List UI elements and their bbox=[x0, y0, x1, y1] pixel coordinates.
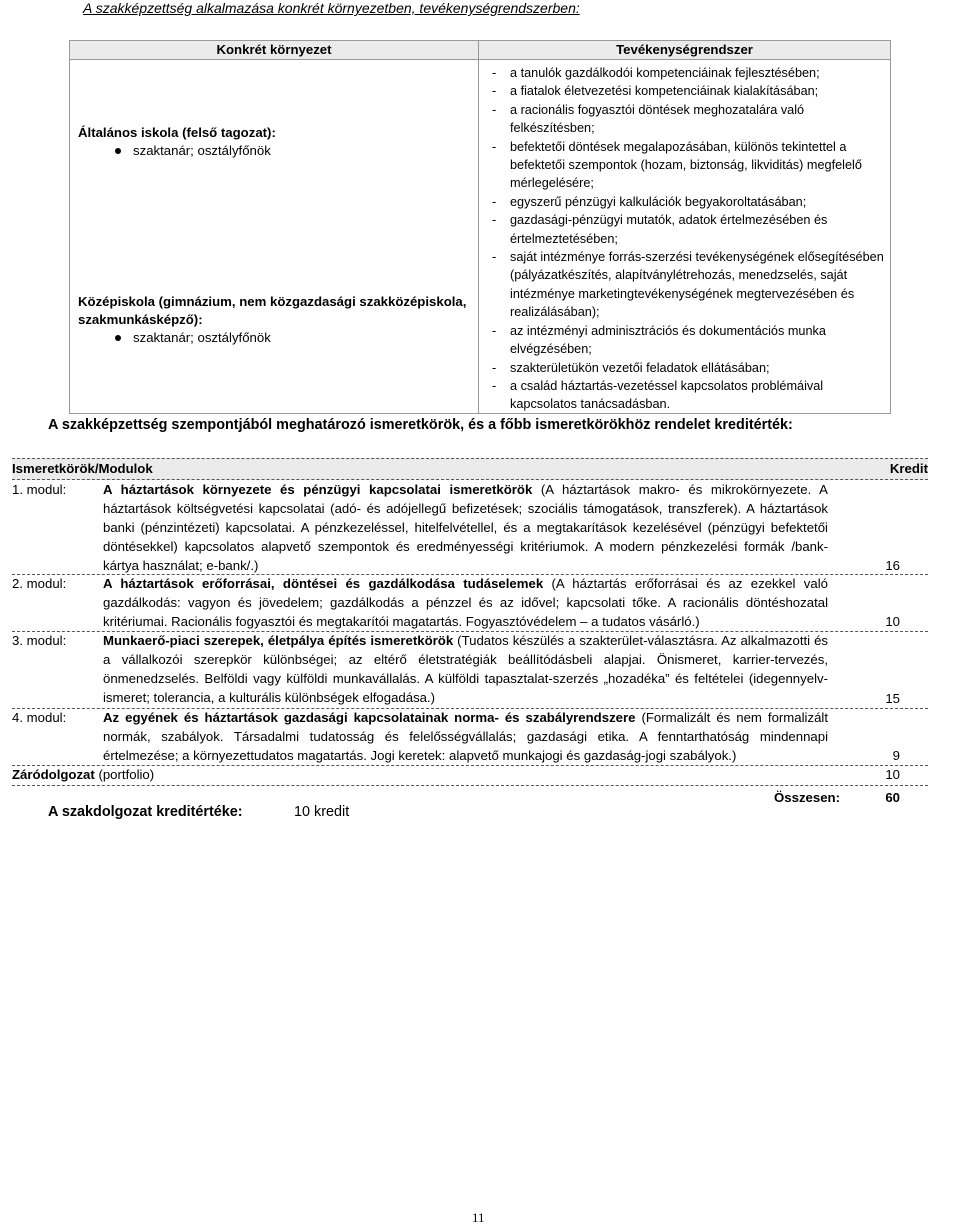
activity-item: - saját intézménye forrás-szerzési tevékenységének elősegítésében (pályázatkészítés, alapítványlétrehozás, menedzselés, saját intézménye marketingtevékenységének megtervezésében és realizálásában); bbox=[482, 248, 888, 322]
environment-role: szaktanár; osztályfőnök bbox=[78, 329, 466, 347]
activity-item: - a család háztartás-vezetéssel kapcsolatos problémáival kapcsolatos tanácsadásban. bbox=[482, 377, 888, 414]
activity-item: - az intézményi adminisztrációs és dokumentációs munka elvégzésében; bbox=[482, 322, 888, 359]
activity-item: - egyszerű pénzügyi kalkulációk begyakoroltatásában; bbox=[482, 193, 888, 211]
environment-secondary-school bbox=[78, 293, 466, 347]
bullet-icon bbox=[115, 335, 121, 341]
credit-column-header: Kredit bbox=[889, 461, 928, 476]
activity-item: - a fiatalok életvezetési kompetenciáinak kialakításában; bbox=[482, 82, 888, 100]
module-row bbox=[12, 480, 928, 574]
module-description: A háztartások környezete és pénzügyi kapcsolatai ismeretkörök (A háztartások makro- és mikrokörnyezete. A háztartások költségvetési kapcsolatai (adó- és adójellegű befizetések; szociális támogatások, transzferek). A háztartások banki (pénzintézeti) kapcsolatai. A pénzkezeléssel, hitelfelvétellel, és a megtakarítások kezelésével (pénzügyi befektetői döntésekkel) kapcsolatos alapvető szempontok és eredményességi kritériumok. A modern pénzkezelési formák /bank-kártya használat; e-bank/.) bbox=[103, 482, 828, 573]
module-number: 1. modul: bbox=[12, 482, 67, 497]
module-credit: 9 bbox=[892, 748, 900, 763]
environment-primary-school bbox=[78, 124, 276, 160]
context-table bbox=[69, 40, 891, 414]
environment-title-cont: szakmunkásképző): bbox=[78, 312, 203, 327]
activity-list bbox=[482, 64, 888, 414]
section-title: A szakképzettség szempontjából meghatározó ismeretkörök, és a főbb ismeretkörökhöz rendelet kreditérték: bbox=[48, 417, 793, 433]
module-row bbox=[12, 631, 928, 708]
modules-column-header: Ismeretkörök/Modulok bbox=[12, 461, 153, 476]
module-row bbox=[12, 708, 928, 765]
modules-table-header bbox=[12, 458, 928, 480]
environment-role: szaktanár; osztályfőnök bbox=[78, 142, 276, 160]
module-number: 3. modul: bbox=[12, 633, 67, 648]
activity-item: - befektetői döntések megalapozásában, különös tekintettel a befektetői szempontok (hozam, biztonság, likviditás) megfelelő mérlegelésére; bbox=[482, 138, 888, 193]
column-divider bbox=[478, 41, 479, 413]
final-thesis-label: Záródolgozat (portfolio) bbox=[12, 767, 155, 782]
module-description: Az egyének és háztartások gazdasági kapcsolatainak norma- és szabályrendszere (Formalizált és nem formalizált normák, szabályok. Társadalmi tudatosság és felelősségvállalás; gazdasági etika. A fenntarthatóság mindennapi értelmezése; a környezettudatos magatartás. Jogi keretek: alapvető munkajogi és gazdaság-jogi szabályok.) bbox=[103, 710, 828, 763]
final-thesis-credit: 10 bbox=[885, 767, 900, 782]
module-description: A háztartások erőforrásai, döntései és gazdálkodása tudáselemek (A háztartás erőforrásai és az ezekkel való gazdálkodás: vagyon és jövedelem; gazdálkodás a pénzzel és az idővel; kapcsolati tőke. A racionális döntéshozatal kritériumai. Racionális fogyasztói és megtakarítói magatartás. Fogyasztóvédelem – a tudatos vásárló.) bbox=[103, 576, 828, 629]
activity-item: - szakterületükön vezetői feladatok ellátásában; bbox=[482, 359, 888, 377]
environment-title: Középiskola (gimnázium, nem közgazdasági szakközépiskola, bbox=[78, 294, 467, 309]
module-description: Munkaerő-piaci szerepek, életpálya építés ismeretkörök (Tudatos készülés a szakterület-választásra. Az alkalmazotti és a vállalkozói szerepkör különbségei; az eltérő életstratégiák beállítódásbeli alapjai. Önismeret, karrier-tervezés, önmenedzselés. Belföldi vagy külföldi munkavállalás. A külföldi tapasztalat-szerzés „hozadéka” és feltételei (idegennyelv-ismeret; tolerancia, a kulturális különbségek elfogadása.) bbox=[103, 633, 829, 705]
environment-title: Általános iskola (felső tagozat): bbox=[78, 125, 276, 140]
total-value: 60 bbox=[885, 790, 900, 805]
modules-table bbox=[12, 458, 928, 807]
activity-column-header: Tevékenységrendszer bbox=[479, 41, 890, 60]
module-credit: 10 bbox=[885, 614, 900, 629]
final-thesis-row bbox=[12, 765, 928, 785]
activity-item: - a racionális fogyasztói döntések meghozatalára való felkészítésben; bbox=[482, 101, 888, 138]
bullet-icon bbox=[115, 148, 121, 154]
module-number: 4. modul: bbox=[12, 710, 67, 725]
page-number: 11 bbox=[472, 1210, 485, 1225]
activity-item: - a tanulók gazdálkodói kompetenciáinak fejlesztésében; bbox=[482, 64, 888, 82]
context-column-header: Konkrét környezet bbox=[70, 41, 479, 60]
module-number: 2. modul: bbox=[12, 576, 67, 591]
total-label: Összesen: bbox=[774, 790, 840, 805]
module-credit: 16 bbox=[885, 558, 900, 573]
thesis-credit-label: A szakdolgozat kreditértéke: bbox=[48, 804, 243, 820]
module-row bbox=[12, 574, 928, 631]
activity-item: - gazdasági-pénzügyi mutatók, adatok értelmezésében és értelmeztetésében; bbox=[482, 211, 888, 248]
page-heading: A szakképzettség alkalmazása konkrét környezetben, tevékenységrendszerben: bbox=[83, 0, 580, 16]
thesis-credit-value: 10 kredit bbox=[294, 804, 350, 820]
module-credit: 15 bbox=[885, 691, 900, 706]
